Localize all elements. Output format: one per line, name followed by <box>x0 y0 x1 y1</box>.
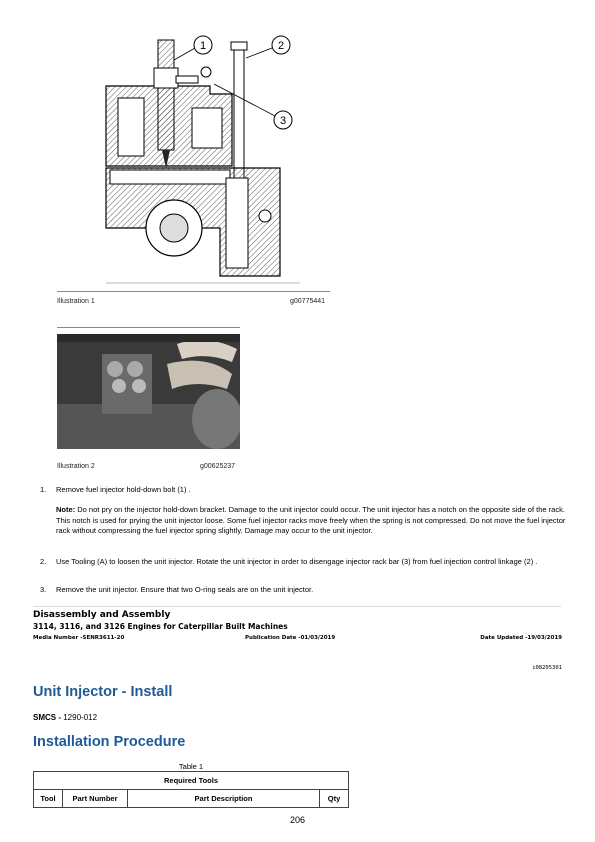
header-part-description: Part Description <box>128 790 320 808</box>
table-title: Required Tools <box>34 772 349 790</box>
smcs-code <box>33 713 97 722</box>
caption-rule-1 <box>57 291 330 292</box>
smcs-label: SMCS - <box>33 713 64 722</box>
media-number: Media Number -SENR3611-20 <box>33 635 125 641</box>
illustration-1-drawing <box>100 28 300 290</box>
smcs-value: 1290-012 <box>63 713 98 722</box>
step-3-number: 3. <box>40 585 47 594</box>
note-label: Note: <box>56 505 76 514</box>
illustration-2-caption: Illustration 2 <box>57 463 95 470</box>
caption-rule-2 <box>57 327 240 328</box>
illustration-1-caption: Illustration 1 <box>57 298 95 305</box>
illustration-2-ref: g00625237 <box>200 463 236 470</box>
callout-1: 1 <box>199 40 207 52</box>
illustration-1-ref: g00775441 <box>290 298 326 305</box>
step-1-text: Remove fuel injector hold-down bolt (1) . <box>56 485 191 494</box>
step-3-text: Remove the unit injector. Ensure that two O-ring seals are on the unit injector. <box>56 585 314 594</box>
section-divider <box>33 606 561 607</box>
publication-date: Publication Date -01/03/2019 <box>245 635 336 641</box>
page-heading: Unit Injector - Install <box>33 684 173 700</box>
table-caption: Table 1 <box>178 762 204 771</box>
page-number: 206 <box>289 815 306 825</box>
header-qty: Qty <box>320 790 349 808</box>
callout-2: 2 <box>277 40 285 52</box>
section-title: Disassembly and Assembly <box>33 610 171 620</box>
step-1-number: 1. <box>40 485 47 494</box>
callout-3: 3 <box>279 115 287 127</box>
step-2-number: 2. <box>40 557 47 566</box>
header-part-number: Part Number <box>63 790 128 808</box>
header-tool: Tool <box>34 790 63 808</box>
illustration-2-photo <box>57 334 240 449</box>
note-text: Do not pry on the injector hold-down bracket. Damage to the unit injector could occur. The unit injector has a notch on the opposite side of the rack. This notch is used for prying the unit injector loose. Some fuel injector racks move freely when the spring is not compressed. Do not move the fuel injector rack without compressing the fuel injector spring slightly. Damage may occur to the unit injector. <box>56 505 566 535</box>
document-id: i08205301 <box>532 665 562 671</box>
section-subtitle: 3114, 3116, and 3126 Engines for Caterpillar Built Machines <box>33 622 288 631</box>
date-updated: Date Updated -19/03/2019 <box>480 635 562 641</box>
note-block <box>56 505 566 537</box>
required-tools-table <box>33 771 349 808</box>
subheading: Installation Procedure <box>33 734 186 750</box>
step-2-text: Use Tooling (A) to loosen the unit injector. Rotate the unit injector in order to disengage injector rack bar (3) from fuel injection control linkage (2) . <box>56 557 538 566</box>
